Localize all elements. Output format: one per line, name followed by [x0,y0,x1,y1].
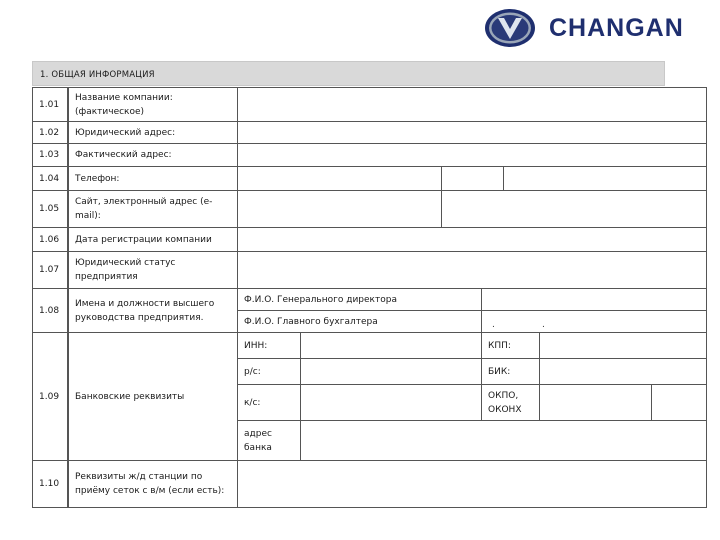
kpp-field[interactable] [539,332,707,359]
railway-station-label: Реквизиты ж/д станции по приёму сеток с в/м (если есть): [68,460,238,508]
chief-accountant-label: Ф.И.О. Главного бухгалтера [237,310,482,333]
okonh-field[interactable] [651,384,707,421]
correspondent-account-field[interactable] [300,384,482,421]
settlement-account-field[interactable] [300,358,482,385]
legal-address-label: Юридический адрес: [68,121,238,144]
website-field[interactable] [237,190,442,228]
okpo-field[interactable] [539,384,652,421]
website-email-label: Сайт, электронный адрес (e-mail): [68,190,238,228]
company-logo [484,6,684,50]
kpp-label: КПП: [481,332,540,359]
management-label: Имена и должности высшего руководства предприятия. [68,288,238,333]
bank-address-field[interactable] [300,420,707,461]
actual-address-field[interactable] [237,143,707,167]
phone-field-3[interactable] [503,166,707,191]
row-number: 1.07 [32,251,68,289]
bank-address-label: адрес банка [237,420,301,461]
legal-status-label: Юридический статус предприятия [68,251,238,289]
ceo-name-field[interactable] [481,288,707,311]
row-number: 1.06 [32,227,68,252]
registration-date-label: Дата регистрации компании [68,227,238,252]
registration-date-field[interactable] [237,227,707,252]
phone-label: Телефон: [68,166,238,191]
company-name-label: Название компании: (фактическое) [68,87,238,122]
row-number: 1.03 [32,143,68,167]
actual-address-label: Фактический адрес: [68,143,238,167]
ceo-name-label: Ф.И.О. Генерального директора [237,288,482,311]
company-name-field[interactable] [237,87,707,122]
stray-mark: . [542,320,545,330]
section-header-bar [32,61,665,86]
bik-field[interactable] [539,358,707,385]
phone-field-2[interactable] [441,166,504,191]
okpo-okonh-label: ОКПО, ОКОНХ [481,384,540,421]
phone-field[interactable] [237,166,442,191]
row-number: 1.09 [32,332,68,461]
correspondent-account-label: к/с: [237,384,301,421]
row-number: 1.04 [32,166,68,191]
row-number: 1.08 [32,288,68,333]
legal-status-field[interactable] [237,251,707,289]
stray-mark: . [492,320,495,330]
email-field[interactable] [441,190,707,228]
settlement-account-label: р/с: [237,358,301,385]
bank-details-label: Банковские реквизиты [68,332,238,461]
row-number: 1.02 [32,121,68,144]
changan-emblem-icon [484,8,536,48]
row-number: 1.05 [32,190,68,228]
inn-field[interactable] [300,332,482,359]
row-number: 1.01 [32,87,68,122]
railway-station-field[interactable] [237,460,707,508]
inn-label: ИНН: [237,332,301,359]
bik-label: БИК: [481,358,540,385]
legal-address-field[interactable] [237,121,707,144]
row-number: 1.10 [32,460,68,508]
brand-name: CHANGAN [549,13,684,42]
section-title: 1. ОБЩАЯ ИНФОРМАЦИЯ [40,70,155,80]
chief-accountant-field[interactable] [481,310,707,333]
